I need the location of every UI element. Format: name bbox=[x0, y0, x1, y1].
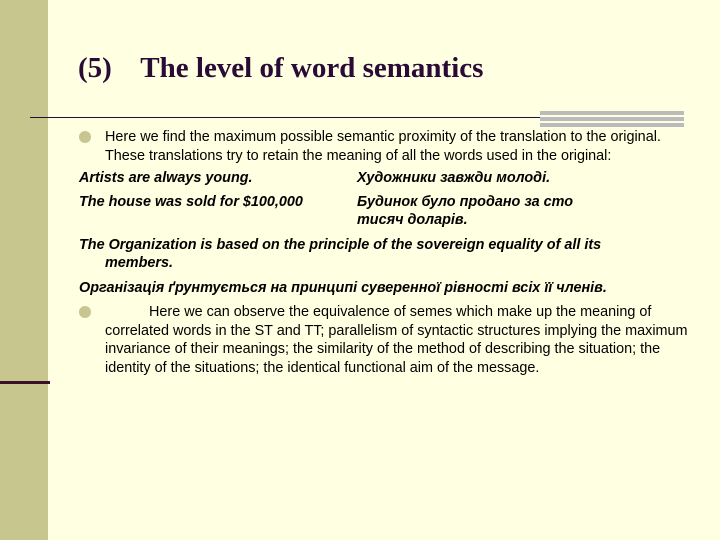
left-bar-underline bbox=[0, 381, 50, 384]
example-row-2-cont bbox=[79, 211, 689, 230]
sentence-english-line1: The Organization is based on the principle of the sovereign equality of all its bbox=[79, 236, 602, 253]
example-1-target: Художники завжди молоді. bbox=[357, 170, 551, 186]
example-row-1 bbox=[79, 169, 689, 188]
bullet-2-text: Here we can observe the equivalence of semes which make up the meaning of correlated words in the ST and TT; parallelism of syntactic structures implying the maximum invariance of their meanings; the similarity of the method of describing the situation; the identity of the situations; the identical functional aim of the message. bbox=[105, 304, 688, 376]
example-2-source: The house was sold for $100,000 bbox=[79, 193, 303, 210]
sentence-english bbox=[79, 236, 689, 273]
slide-body bbox=[79, 128, 689, 377]
bullet-item-1 bbox=[79, 128, 689, 165]
bullet-1-text: Here we find the maximum possible semantic proximity of the translation to the original. These translations try to retain the meaning of all the words used in the original: bbox=[105, 129, 661, 164]
example-row-2 bbox=[79, 193, 689, 212]
left-decorative-bar bbox=[0, 0, 48, 540]
bullet-item-2 bbox=[79, 303, 689, 377]
bullet-icon bbox=[79, 306, 91, 318]
bullet-icon bbox=[79, 131, 91, 143]
title-accent-bars bbox=[540, 111, 684, 127]
slide-title: (5) The level of word semantics bbox=[78, 52, 484, 84]
sentence-ukrainian: Організація ґрунтується на принципі суверенної рівності всіх її членів. bbox=[79, 279, 607, 296]
example-1-source: Artists are always young. bbox=[79, 170, 253, 186]
example-2-target-line2: тисяч доларів. bbox=[357, 212, 468, 228]
sentence-english-line2: members. bbox=[105, 255, 173, 271]
example-2-target-line1: Будинок було продано за сто bbox=[357, 193, 574, 210]
